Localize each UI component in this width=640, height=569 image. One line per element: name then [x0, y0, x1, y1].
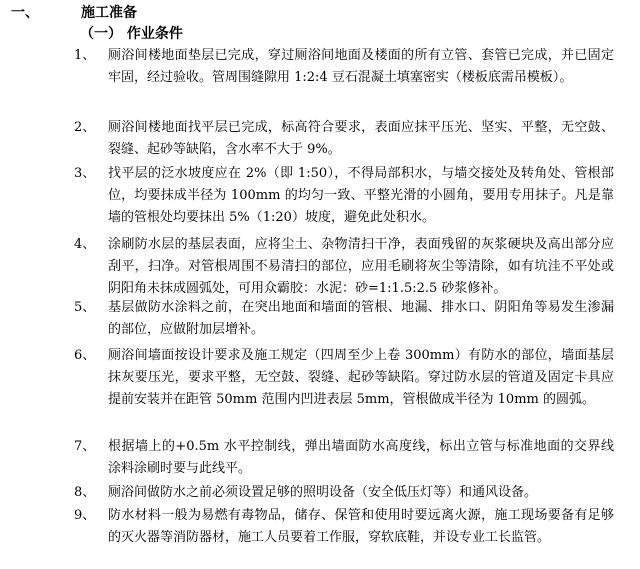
- subsection-heading: （一） 作业条件: [80, 26, 183, 42]
- item-number: 5、: [74, 300, 96, 315]
- item-number: 8、: [74, 485, 96, 500]
- item-text: 基层做防水涂料之前，在突出地面和墙面的管根、地漏、排水口、阴阳角等易发生渗漏的部位，应做附加层增补。: [108, 300, 614, 337]
- item-number: 6、: [74, 348, 96, 363]
- section-number: 一、: [11, 5, 39, 21]
- item-text: 防水材料一般为易燃有毒物品，储存、保管和使用时要远离火源，施工现场要备有足够的灭火器等消防器材，施工人员要着工作服，穿软底鞋，并设专业工长监管。: [108, 508, 614, 545]
- item-number: 9、: [74, 508, 96, 523]
- item-text: 厕浴间墙面按设计要求及施工规定（四周至少上卷 300mm）有防水的部位，墙面基层抹灰要压光，要求平整，无空鼓、裂缝、起砂等缺陷。穿过防水层的管道及固定卡具应提前安装并在距管 50mm 范围内凹进表层 5mm，管根做成半径为 10mm 的圆弧。: [108, 348, 614, 407]
- item-text: 根据墙上的+0.5m 水平控制线，弹出墙面防水高度线，标出立管与标准地面的交界线 涂料涂刷时要与此线平。: [108, 439, 628, 476]
- item-number: 3、: [74, 166, 96, 181]
- section-heading: [11, 4, 137, 22]
- item-number: 2、: [74, 120, 96, 135]
- item-text: 厕浴间楼地面垫层已完成，穿过厕浴间地面及楼面的所有立管、套管已完成，并已固定牢固，经过验收。管周围缝隙用 1:2:4 豆石混凝土填塞密实（楼板底需吊模板）。: [108, 48, 614, 85]
- item-text: 涂刷防水层的基层表面，应将尘土、杂物清扫干净，表面残留的灰浆硬块及高出部分应刮平，扫净。对管根周围不易清扫的部位，应用毛刷将灰尘等清除，如有坑洼不平处或阴阳角未抹成圆弧处，可用众霸胶：水泥：砂=1:1.5:2.5 砂浆修补。: [108, 237, 614, 296]
- item-text: 找平层的泛水坡度应在 2%（即 1:50），不得局部积水，与墙交接处及转角处、管根部位，均要抹成半径为 100mm 的均匀一致、平整光滑的小圆角，要用专用抹子。凡是靠墙的管根处均要抹出 5%（1:20）坡度，避免此处积水。: [108, 166, 614, 225]
- item-text: 厕浴间做防水之前必须设置足够的照明设备（安全低压灯等）和通风设备。: [108, 485, 538, 500]
- item-text: 厕浴间楼地面找平层已完成，标高符合要求，表面应抹平压光、坚实、平整，无空鼓、裂缝、起砂等缺陷，含水率不大于 9%。: [108, 120, 614, 157]
- section-title: 施工准备: [81, 5, 137, 21]
- item-number: 1、: [74, 48, 96, 63]
- item-number: 7、: [74, 439, 96, 454]
- item-number: 4、: [74, 237, 96, 252]
